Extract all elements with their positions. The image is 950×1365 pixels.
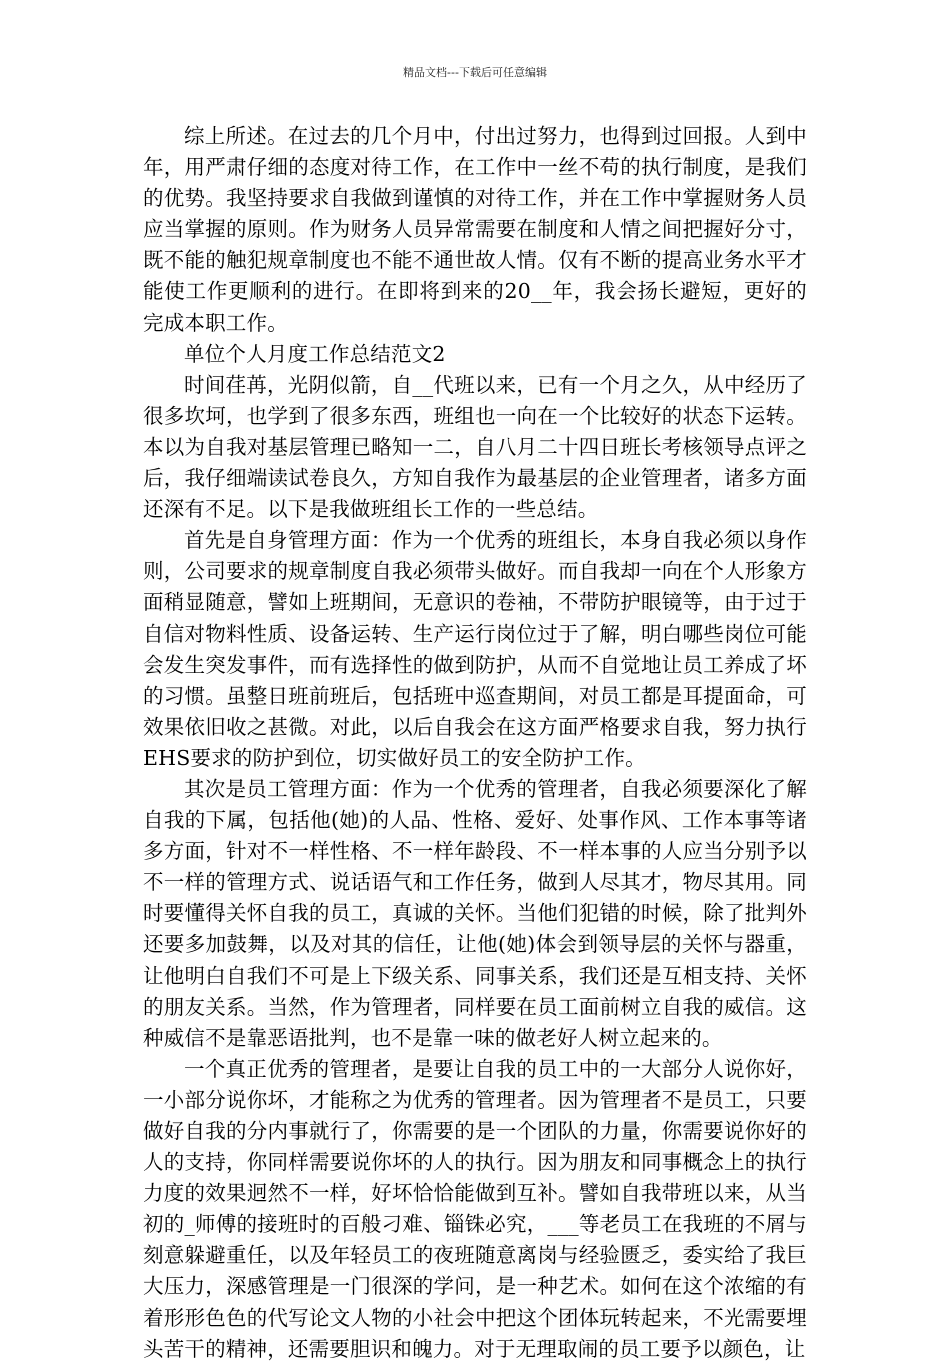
- paragraph-staff-management: 其次是员工管理方面：作为一个优秀的管理者，自我必须要深化了解自我的下属，包括他(她)的人品、性格、爱好、处事作风、工作本事等诸多方面，针对不一样性格、不一样年龄段、不一样本事的人应当分别予以不一样的管理方式、说话语气和工作任务，做到人尽其才，物尽其用。同时要懂得关怀自我的员工，真诚的关怀。当他们犯错的时候，除了批判外还要多加鼓舞，以及对其的信任，让他(她)体会到领导层的关怀与器重，让他明白自我们不可是上下级关系、同事关系，我们还是互相支持、关怀的朋友关系。当然，作为管理者，同样要在员工面前树立自我的威信。这种威信不是靠恶语批判，也不是靠一味的做老好人树立起来的。: [143, 776, 807, 1050]
- document-body: [143, 121, 807, 1365]
- paragraph-intro: 时间荏苒，光阴似箭，自__代班以来，已有一个月之久，从中经历了很多坎坷，也学到了很多东西，班组也一向在一个比较好的状态下运转。本以为自我对基层管理已略知一二，自八月二十四日班长考核领导点评之后，我仔细端读试卷良久，方知自我作为最基层的企业管理者，诸多方面还深有不足。以下是我做班组长工作的一些总结。: [143, 372, 807, 522]
- paragraph-self-management: 首先是自身管理方面：作为一个优秀的班组长，本身自我必须以身作则，公司要求的规章制度自我必须带头做好。而自我却一向在个人形象方面稍显随意，譬如上班期间，无意识的卷袖，不带防护眼镜等，由于过于自信对物料性质、设备运转、生产运行岗位过于了解，明白哪些岗位可能会发生突发事件，而有选择性的做到防护，从而不自觉地让员工养成了坏的习惯。虽整日班前班后，包括班中巡查期间，对员工都是耳提面命，可效果依旧收之甚微。对此，以后自我会在这方面严格要求自我，努力执行EHS要求的防护到位，切实做好员工的安全防护工作。: [143, 528, 807, 770]
- paragraph-excellent-manager: 一个真正优秀的管理者，是要让自我的员工中的一大部分人说你好，一小部分说你坏，才能称之为优秀的管理者。因为管理者不是员工，只要做好自我的分内事就行了，你需要的是一个团队的力量，你需要说你好的人的支持，你同样需要说你坏的人的执行。因为朋友和同事概念上的执行力度的效果迥然不一样，好坏恰恰能做到互补。譬如自我带班以来，从当初的_师傅的接班时的百般刁难、锱铢必究，___等老员工在我班的不屑与刻意躲避重任，以及年轻员工的夜班随意离岗与经验匮乏，委实给了我巨大压力，深感管理是一门很深的学问，是一种艺术。如何在这个浓缩的有着形形色色的代写论文人物的小社会中把这个团体玩转起来，不光需要埋头苦干的精神，还需要胆识和魄力。对于无理取闹的员工要予以颜色，让: [143, 1056, 807, 1361]
- section-heading: 单位个人月度工作总结范文2: [184, 341, 446, 366]
- page-header: 精品文档---下载后可任意编辑: [403, 66, 547, 79]
- paragraph-summary: 综上所述。在过去的几个月中，付出过努力，也得到过回报。人到中年，用严肃仔细的态度对待工作，在工作中一丝不苟的执行制度，是我们的优势。我坚持要求自我做到谨慎的对待工作，并在工作中掌握财务人员应当掌握的原则。作为财务人员异常需要在制度和人情之间把握好分寸，既不能的触犯规章制度也不能不通世故人情。仅有不断的提高业务水平才能使工作更顺利的进行。在即将到来的20__年，我会扬长避短，更好的完成本职工作。: [143, 124, 807, 335]
